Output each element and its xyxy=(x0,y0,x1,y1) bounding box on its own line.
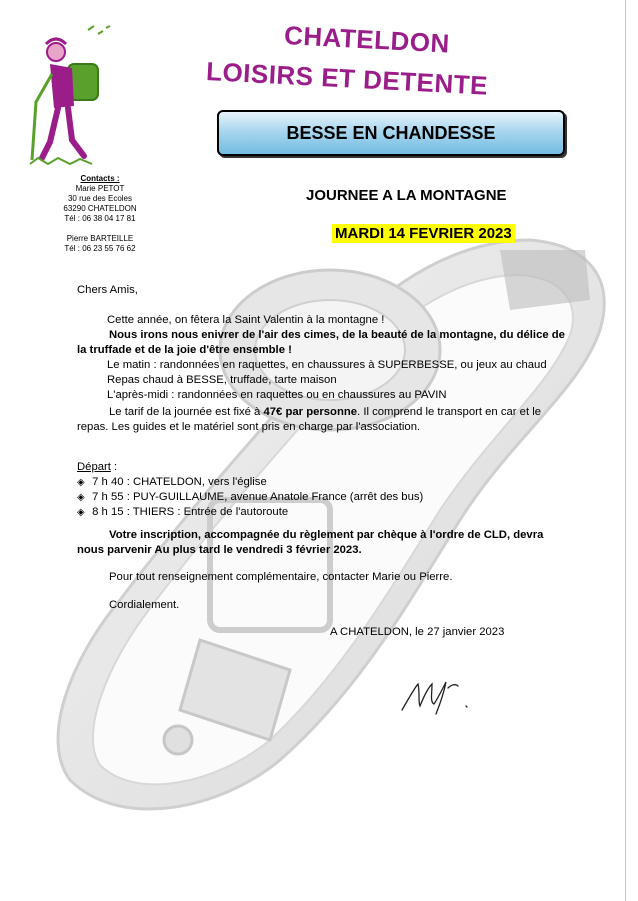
contacts-block xyxy=(40,174,160,254)
paragraph-matin: Le matin : randonnées en raquettes, en chaussures à SUPERBESSE, ou jeux au chaud xyxy=(107,359,547,371)
contact-line: 63290 CHATELDON xyxy=(63,204,137,213)
diamond-bullet-icon: ◈ xyxy=(77,492,85,503)
tarif-text-a: Le tarif de la journée est fixé à xyxy=(109,406,264,418)
closing xyxy=(77,598,567,613)
paragraph-saint-valentin: Cette année, on fêtera la Saint Valentin à la montagne ! xyxy=(107,314,385,326)
diamond-bullet-icon: ◈ xyxy=(77,477,85,488)
subtitle: JOURNEE A LA MONTAGNE xyxy=(306,187,507,204)
contact-line: Marie PETOT xyxy=(75,184,125,193)
depart-heading: Départ xyxy=(77,461,111,473)
departures-block xyxy=(77,460,567,520)
paragraph-enivrer: Nous irons nous enivrer de l'air des cimes, de la beauté de la montagne, du délice de la truffade et de la joie d'être ensemble ! xyxy=(77,329,565,356)
departure-text: 7 h 40 : CHATELDON, vers l'église xyxy=(92,476,267,488)
contact-line: Tél : 06 38 04 17 81 xyxy=(64,214,136,223)
closing-text: Cordialement. xyxy=(109,599,180,611)
inscription-paragraph xyxy=(77,528,567,558)
event-date: MARDI 14 FEVRIER 2023 xyxy=(332,224,515,243)
renseignement-text: Pour tout renseignement complémentaire, contacter Marie ou Pierre. xyxy=(109,571,453,583)
departure-item xyxy=(77,505,567,520)
tarif-paragraph xyxy=(77,405,567,435)
title-line-2: LOISIRS ET DETENTE xyxy=(205,56,489,101)
renseignement-paragraph xyxy=(77,570,567,585)
tarif-text-c: . Il comprend le transport en car et le repas. Les guides et le matériel sont pris en charge par l'association. xyxy=(77,406,542,433)
contacts-heading: Contacts : xyxy=(80,174,120,183)
depart-colon: : xyxy=(110,461,118,473)
contact-line: 30 rue des Ecoles xyxy=(67,194,133,203)
hiker-logo-icon xyxy=(28,22,120,172)
contact-line: Pierre BARTEILLE xyxy=(66,234,134,243)
departure-text: 8 h 15 : THIERS : Entrée de l'autoroute xyxy=(92,506,289,518)
contact-line xyxy=(40,224,160,234)
handwritten-signature xyxy=(396,672,480,720)
destination-banner: BESSE EN CHANDESSE xyxy=(217,110,565,156)
departure-item xyxy=(77,475,567,490)
greeting: Chers Amis, xyxy=(77,284,138,296)
diamond-bullet-icon: ◈ xyxy=(77,507,85,518)
program-block xyxy=(77,313,567,403)
tarif-price: 47€ par personne xyxy=(263,406,358,418)
contact-line: Tél : 06 23 55 76 62 xyxy=(64,244,136,253)
title-line-1: CHATELDON xyxy=(283,20,451,59)
departure-item xyxy=(77,490,567,505)
paragraph-apres-midi: L'après-midi : randonnées en raquettes ou en chaussures au PAVIN xyxy=(107,389,447,401)
place-date: A CHATELDON, le 27 janvier 2023 xyxy=(330,626,505,638)
paragraph-repas: Repas chaud à BESSE, truffade, tarte maison xyxy=(107,374,337,386)
departure-text: 7 h 55 : PUY-GUILLAUME, avenue Anatole France (arrêt des bus) xyxy=(92,491,424,503)
inscription-text: Votre inscription, accompagnée du règlement par chèque à l'ordre de CLD, devra nous parvenir Au plus tard le vendredi 3 février 2023. xyxy=(77,529,544,556)
